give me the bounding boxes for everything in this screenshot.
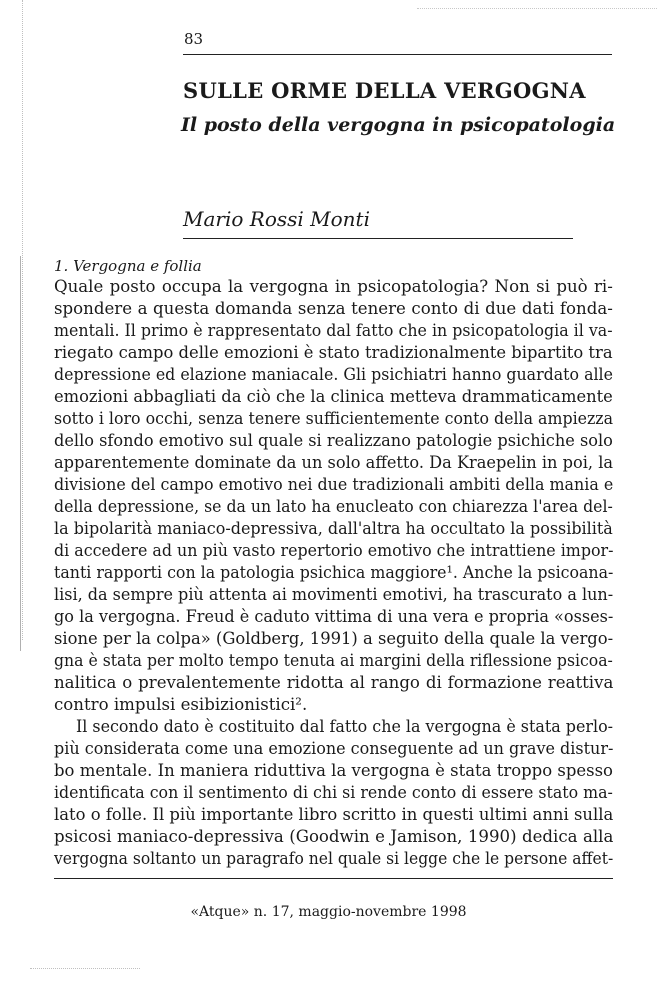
body-line: identificata con il sentimento di chi si rende conto di essere stato ma- [54,783,613,802]
header-rule [183,54,612,55]
body-line: la bipolarità maniaco-depressiva, dall'altra ha occultato la possibilità [54,519,613,538]
scan-artifact-top [417,0,657,9]
body-line: Il secondo dato è costituito dal fatto che la vergogna è stata perlo- [76,717,614,736]
body-line: dello sfondo emotivo sul quale si realizzano patologie psichiche solo [54,431,613,450]
body-line: gna è stata per molto tempo tenuta ai margini della riflessione psicoa- [54,651,613,670]
body-line: sotto i loro occhi, senza tenere sufficientemente conto della ampiezza [54,409,614,428]
body-line: di accedere ad un più vasto repertorio emotivo che intrattiene impor- [54,541,614,560]
body-line: nalitica o prevalentemente ridotta al rango di formazione reattiva [54,673,614,692]
body-line: spondere a questa domanda senza tenere conto di due dati fonda- [54,299,613,318]
article-title: SULLE ORME DELLA VERGOGNA [183,78,586,103]
body-line: Quale posto occupa la vergogna in psicopatologia? Non si può ri- [54,277,613,296]
body-line: lisi, da sempre più attenta ai movimenti emotivi, ha trascurato a lun- [54,585,614,604]
body-line: sione per la colpa» (Goldberg, 1991) a seguito della quale la vergo- [54,629,614,648]
margin-marker-line [20,256,21,651]
author-rule [183,238,573,239]
body-line: depressione ed elazione maniacale. Gli psichiatri hanno guardato alle [54,365,613,384]
journal-footer: «Atque» n. 17, maggio-novembre 1998 [190,904,467,920]
body-line: apparentemente dominate da un solo affetto. Da Kraepelin in poi, la [54,453,614,472]
section-heading: 1. Vergogna e follia [54,257,202,275]
body-line: emozioni abbagliati da ciò che la clinica metteva drammaticamente [54,387,613,406]
body-line: bo mentale. In maniera riduttiva la vergogna è stata troppo spesso [54,761,613,780]
body-line: mentali. Il primo è rappresentato dal fatto che in psicopatologia il va- [54,321,613,340]
scan-artifact-bottom [30,968,140,969]
body-line: vergogna soltanto un paragrafo nel quale si legge che le persone affet- [54,849,614,868]
body-line: tanti rapporti con la patologia psichica maggiore¹. Anche la psicoana- [54,563,614,582]
author-name: Mario Rossi Monti [183,207,370,231]
body-line: psicosi maniaco-depressiva (Goodwin e Jamison, 1990) dedica alla [54,827,614,846]
page-number: 83 [184,30,204,48]
article-subtitle: Il posto della vergogna in psicopatologia [181,114,616,136]
body-line: riegato campo delle emozioni è stato tradizionalmente bipartito tra [54,343,613,362]
body-line: go la vergogna. Freud è caduto vittima di una vera e propria «osses- [54,607,614,626]
body-line: divisione del campo emotivo nei due tradizionali ambiti della mania e [54,475,614,494]
footer-rule [54,878,613,879]
body-line: della depressione, se da un lato ha enucleato con chiarezza l'area del- [54,497,613,516]
body-line: lato o folle. Il più importante libro scritto in questi ultimi anni sulla [54,805,614,824]
body-line: più considerata come una emozione conseguente ad un grave distur- [54,739,614,758]
body-line: contro impulsi esibizionistici². [54,695,308,714]
